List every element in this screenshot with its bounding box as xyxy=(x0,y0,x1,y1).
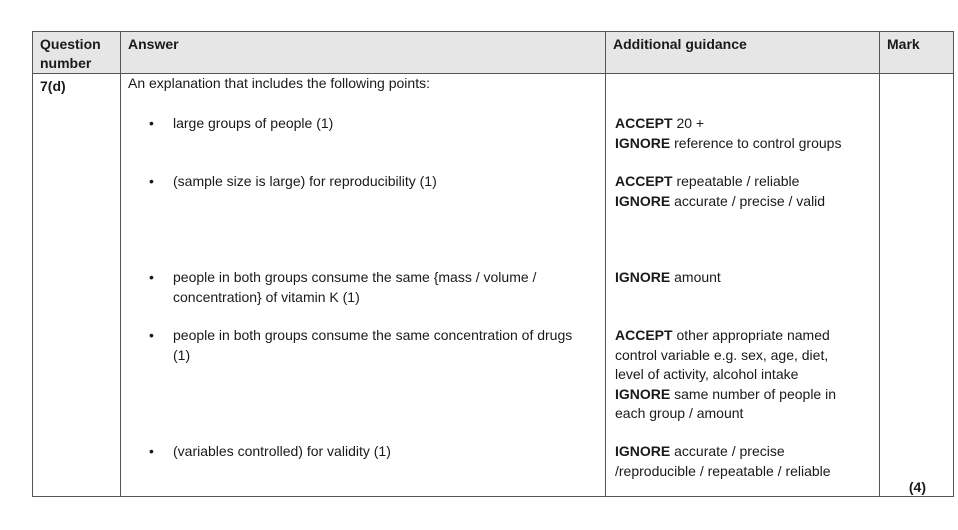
header-additional-guidance: Additional guidance xyxy=(606,32,880,74)
answer-point: • (sample size is large) for reproducibility (1) xyxy=(149,172,569,192)
header-row xyxy=(33,32,954,74)
mark-scheme-table xyxy=(32,31,954,497)
answer-point: • people in both groups consume the same {mass / volume / concentration} of vitamin K (1) xyxy=(149,269,537,305)
bullet-icon: • xyxy=(149,269,154,285)
guidance-block: ACCEPT other appropriate named control variable e.g. sex, age, diet, level of activity, alcohol intake IGNORE same number of people in each group / amount xyxy=(615,327,836,421)
bullet-icon: • xyxy=(149,443,154,459)
header-mark: Mark xyxy=(880,32,954,74)
bullet-icon: • xyxy=(149,115,154,131)
answer-point: • people in both groups consume the same concentration of drugs (1) xyxy=(149,327,573,363)
guidance-block: ACCEPT 20 + IGNORE reference to control groups xyxy=(615,115,842,151)
guidance-block: IGNORE accurate / precise /reproducible / repeatable / reliable xyxy=(615,443,831,479)
guidance-cell xyxy=(606,74,880,497)
question-number-cell: 7(d) xyxy=(33,74,121,497)
answer-point: • (variables controlled) for validity (1) xyxy=(149,442,569,462)
total-mark: (4) xyxy=(908,479,926,495)
guidance-block: ACCEPT repeatable / reliable IGNORE accurate / precise / valid xyxy=(615,173,826,209)
header-answer: Answer xyxy=(121,32,606,74)
guidance-block: IGNORE amount xyxy=(615,269,721,285)
bullet-icon: • xyxy=(149,327,154,343)
answer-intro: An explanation that includes the following points: xyxy=(128,75,430,91)
answer-cell xyxy=(121,74,606,497)
table-row xyxy=(33,74,954,497)
bullet-icon: • xyxy=(149,173,154,189)
mark-cell xyxy=(880,74,954,497)
answer-point: • large groups of people (1) xyxy=(149,114,569,134)
header-question-number: Question number xyxy=(33,32,121,74)
